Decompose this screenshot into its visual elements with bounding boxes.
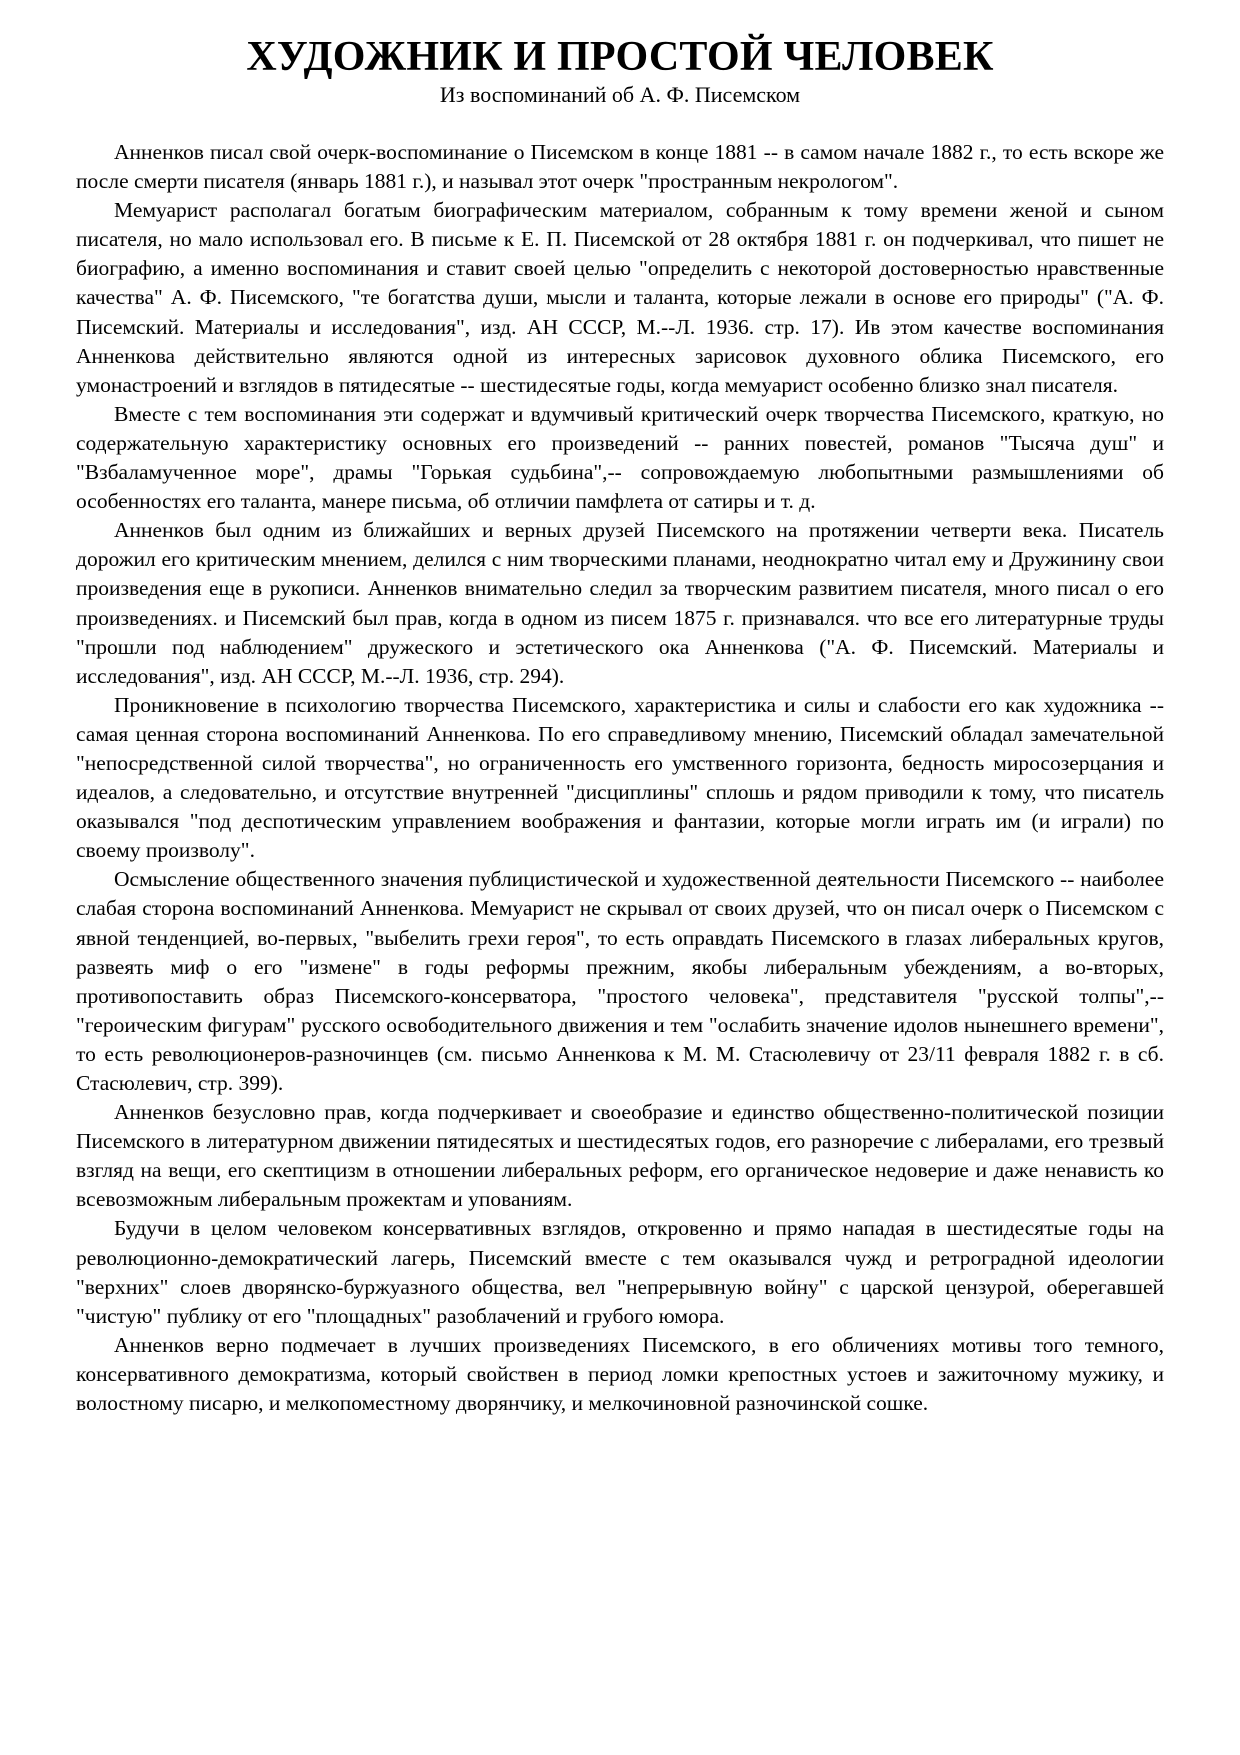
paragraph: Анненков верно подмечает в лучших произведениях Писемского, в его обличениях мотивы того темного, консервативного демократизма, который свойствен в период ломки крепостных устоев и зажиточному мужику, и волостному писарю, и мелкопоместному дворянчику, и мелкочиновной разночинской сошке. [76,1332,1164,1416]
paragraph: Будучи в целом человеком консервативных взглядов, откровенно и прямо нападая в шестидесятые годы на революционно-демократический лагерь, Писемский вместе с тем оказывался чужд и ретроградной идеологии "верхних" слоев дворянско-буржуазного общества, вел "непрерывную войну" с царской цензурой, оберегавшей "чистую" публику от его "площадных" разоблачений и грубого юмора. [76,1216,1164,1328]
document-subtitle: Из воспоминаний об А. Ф. Писемском [439,82,801,107]
paragraph: Мемуарист располагал богатым биографическим материалом, собранным к тому времени женой и сыном писателя, но мало использовал его. В письме к Е. П. Писемской от 28 октября 1881 г. он подчеркивал, что пишет не биографию, а именно воспоминания и ставит своей целью "определить с некоторой достоверностью нравственные качества" А. Ф. Писемского, "те богатства души, мысли и таланта, которые лежали в основе его природы" ("А. Ф. Писемский. Материалы и исследования", изд. АН СССР, М.--Л. 1936. стр. 17). Ив этом качестве воспоминания Анненкова действительно являются одной из интересных зарисовок духовного облика Писемского, его умонастроений и взглядов в пятидесятые -- шестидесятые годы, когда мемуарист особенно близко знал писателя. [76,198,1164,397]
document-title: ХУДОЖНИК И ПРОСТОЙ ЧЕЛОВЕК [246,34,994,80]
paragraph: Вместе с тем воспоминания эти содержат и вдумчивый критический очерк творчества Писемского, краткую, но содержательную характеристику основных его произведений -- ранних повестей, романов "Тысяча душ" и "Взбаламученное море", драмы "Горькая судьбина",-- сопровождаемую любопытными размышлениями об особенностях его таланта, манере письма, об отличии памфлета от сатиры и т. д. [76,401,1164,514]
paragraph: Анненков был одним из ближайших и верных друзей Писемского на протяжении четверти века. Писатель дорожил его критическим мнением, делился с ним творческими планами, неоднократно читал ему и Дружинину свои произведения еще в рукописи. Анненков внимательно следил за творческим развитием писателя, много писал о его произведениях. и Писемский был прав, когда в одном из писем 1875 г. признавался. что все его литературные труды "прошли под наблюдением" дружеского и эстетического ока Анненкова ("А. Ф. Писемский. Материалы и исследования", изд. АН СССР, М.--Л. 1936, стр. 294). [76,518,1164,688]
document-body [76,138,1164,1418]
paragraph: Анненков безусловно прав, когда подчеркивает и своеобразие и единство общественно-политической позиции Писемского в литературном движении пятидесятых и шестидесятых годов, его разноречие с либералами, его трезвый взгляд на вещи, его скептицизм в отношении либеральных реформ, его органическое недоверие и даже ненависть ко всевозможным либеральным прожектам и упованиям. [76,1100,1164,1212]
paragraph: Анненков писал свой очерк-воспоминание о Писемском в конце 1881 -- в самом начале 1882 г., то есть вскоре же после смерти писателя (январь 1881 г.), и называл этот очерк "пространным некрологом". [76,140,1164,194]
paragraph: Осмысление общественного значения публицистической и художественной деятельности Писемского -- наиболее слабая сторона воспоминаний Анненкова. Мемуарист не скрывал от своих друзей, что он писал очерк о Писемском с явной тенденцией, во-первых, "выбелить грехи героя", то есть оправдать Писемского в глазах либеральных кругов, развеять миф о его "измене" в годы реформы прежним, якобы либеральным убеждениям, а во-вторых, противопоставить образ Писемского-консерватора, "простого человека", представителя "русской толпы",-- "героическим фигурам" русского освободительного движения и тем "ослабить значение идолов нынешнего времени", то есть революционеров-разночинцев (см. письмо Анненкова к М. М. Стасюлевичу от 23/11 февраля 1882 г. в сб. Стасюлевич, стр. 399). [76,867,1164,1095]
paragraph: Проникновение в психологию творчества Писемского, характеристика и силы и слабости его как художника -- самая ценная сторона воспоминаний Анненкова. По его справедливому мнению, Писемский обладал замечательной "непосредственной силой творчества", но ограниченность его умственного горизонта, бедность миросозерцания и идеалов, а следовательно, и отсутствие внутренней "дисциплины" сплошь и рядом приводили к тому, что писатель оказывался "под деспотическим управлением воображения и фантазии, которые могли играть им (и играли) по своему произволу". [76,692,1164,863]
document-header [0,32,1240,108]
